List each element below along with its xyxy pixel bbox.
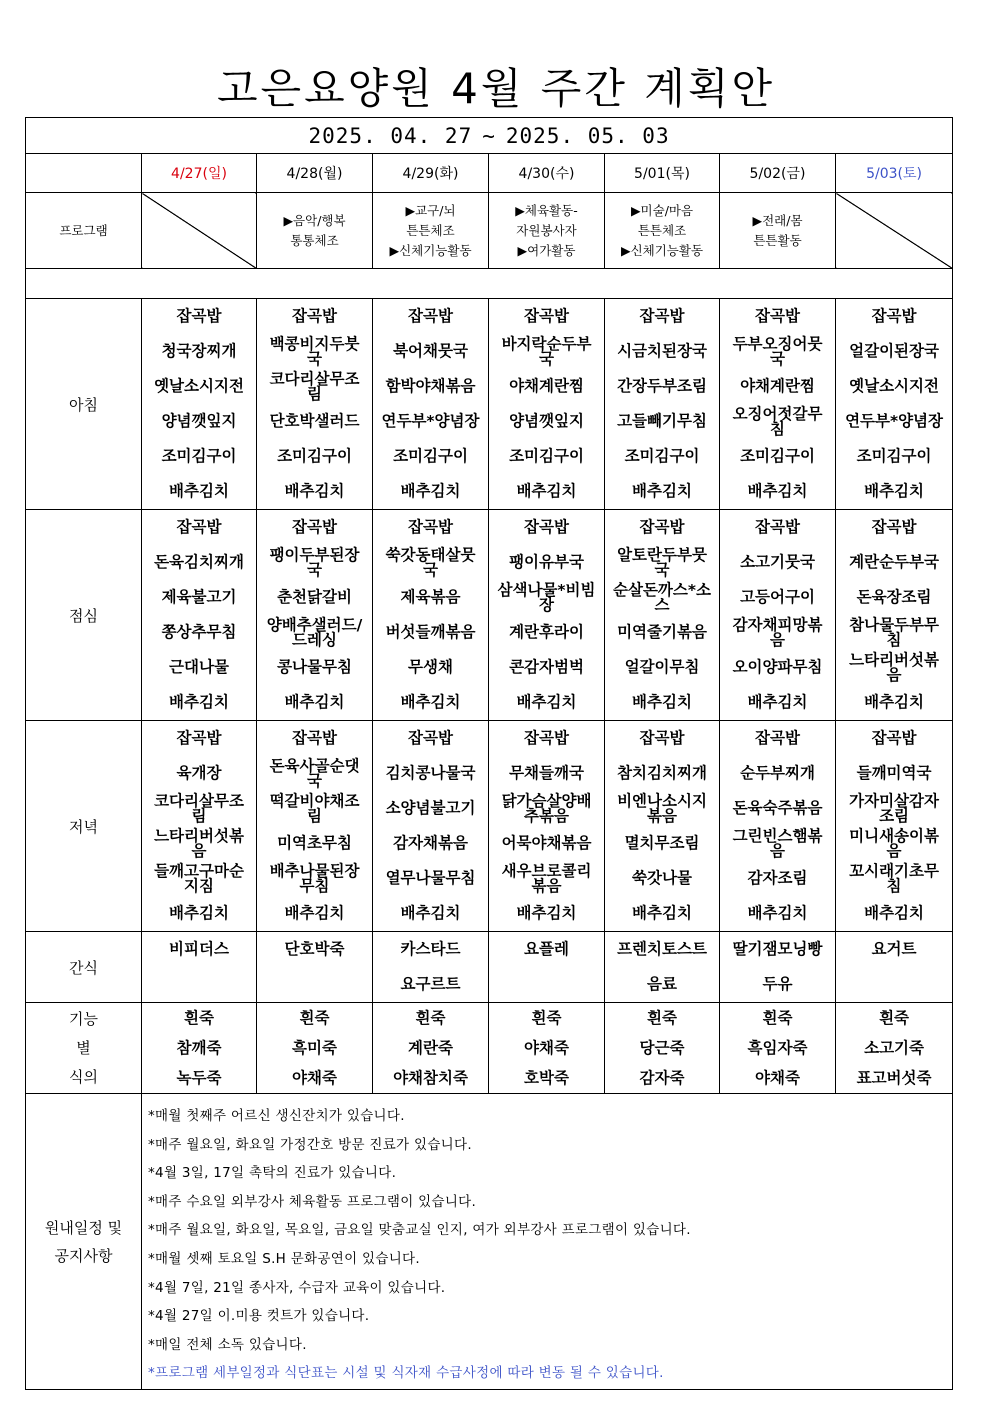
morning-label: 아침 (26, 299, 142, 510)
snack-row (26, 932, 953, 1003)
dinner-item: 잡곡밥 (524, 729, 569, 747)
snack-cell-wed (489, 932, 605, 1003)
lunch-items (373, 510, 488, 720)
lunch-item: 고등어구이 (740, 588, 815, 606)
morning-cell-sat (836, 299, 953, 510)
lunch-item: 양배추샐러드/드레싱 (266, 615, 363, 649)
snack-item (489, 967, 604, 1002)
morning-item: 조미김구이 (393, 447, 468, 465)
lunch-item: 버섯들깨볶음 (385, 623, 476, 641)
porridge-items (720, 1003, 835, 1093)
notice-item: *매월 셋째 토요일 S.H 문화공연이 있습니다. (148, 1250, 420, 1267)
morning-cell-wed (489, 299, 605, 510)
morning-item: 옛날소시지전 (154, 377, 244, 395)
morning-cell-mon (257, 299, 373, 510)
notice-item: *4월 3일, 17일 촉탁의 진료가 있습니다. (148, 1165, 397, 1182)
morning-item: 야채계란찜 (509, 377, 584, 395)
porridge-items (605, 1003, 719, 1093)
porridge-item: 흰죽 (184, 1008, 214, 1027)
day-header-row (26, 154, 953, 193)
program-label: 프로그램 (26, 193, 142, 269)
morning-item: 조미김구이 (509, 447, 584, 465)
morning-item: 조미김구이 (856, 447, 932, 465)
porridge-cell-wed (489, 1003, 605, 1094)
dinner-items (257, 721, 372, 931)
porridge-item: 호박죽 (524, 1068, 569, 1087)
notice-label (26, 1094, 142, 1390)
notice-label-line: 원내일정 및 (44, 1218, 123, 1237)
lunch-item: 콩나물무침 (277, 658, 352, 676)
program-line: ▶여가활동 (517, 242, 576, 258)
program-cell-tue (373, 193, 489, 269)
snack-label: 간식 (26, 932, 142, 1003)
porridge-item: 야채죽 (292, 1068, 337, 1087)
lunch-item: 잡곡밥 (755, 518, 800, 536)
lunch-item: 느타리버섯볶음 (849, 650, 939, 684)
snack-cell-sat (836, 932, 953, 1003)
dinner-cell-wed (489, 721, 605, 932)
lunch-item: 계란후라이 (509, 623, 584, 641)
lunch-item: 돈육장조림 (856, 588, 932, 606)
morning-item: 바지락순두부국 (501, 334, 592, 368)
snack-item: 요거트 (871, 940, 917, 958)
porridge-item: 야채죽 (524, 1038, 569, 1057)
morning-item: 잡곡밥 (292, 307, 337, 325)
program-cell-thu (605, 193, 720, 269)
porridge-cell-sun (142, 1003, 257, 1094)
porridge-cell-fri (720, 1003, 836, 1094)
day-header-wed: 4/30(수) (489, 154, 605, 193)
lunch-item: 계란순두부국 (849, 553, 939, 571)
porridge-item: 계란죽 (408, 1038, 453, 1057)
morning-item: 조미김구이 (740, 447, 815, 465)
lunch-cell-wed (489, 510, 605, 721)
date-end: 2025. 05. 03 (505, 123, 670, 148)
lunch-items (142, 510, 256, 720)
lunch-item: 제육볶음 (400, 588, 461, 606)
morning-item: 두부오징어뭇국 (732, 334, 823, 368)
dinner-item: 배추김치 (516, 904, 577, 922)
lunch-items (489, 510, 604, 720)
date-range-row (26, 118, 953, 154)
day-header-fri: 5/02(금) (720, 154, 836, 193)
morning-item: 잡곡밥 (871, 307, 917, 325)
snack-items (605, 932, 719, 1002)
porridge-items (836, 1003, 952, 1093)
lunch-item: 얼갈이무침 (624, 658, 700, 676)
snack-cell-thu (605, 932, 720, 1003)
morning-cell-fri (720, 299, 836, 510)
dinner-item: 배추김치 (632, 904, 692, 922)
spacer-cell (26, 269, 953, 299)
lunch-item: 소고기뭇국 (740, 553, 815, 571)
porridge-item: 흰죽 (531, 1008, 562, 1027)
snack-items (720, 932, 835, 1002)
weekly-plan-table (25, 117, 953, 1390)
morning-items (836, 299, 952, 509)
dinner-item: 어묵야채볶음 (501, 834, 592, 852)
snack-items (489, 932, 604, 1002)
dinner-item: 배추김치 (747, 904, 808, 922)
dinner-item: 배추김치 (400, 904, 461, 922)
lunch-item: 잡곡밥 (292, 518, 337, 536)
lunch-cell-thu (605, 510, 720, 721)
porridge-items (489, 1003, 604, 1093)
lunch-item: 배추김치 (284, 693, 345, 711)
dinner-item: 가자미살감자조림 (849, 791, 939, 825)
lunch-item: 쫑상추무침 (161, 623, 237, 641)
lunch-items (836, 510, 952, 720)
dinner-item: 열무나물무침 (385, 869, 476, 887)
morning-item: 잡곡밥 (408, 307, 453, 325)
dinner-item: 배추김치 (169, 904, 229, 922)
dinner-item: 무채들깨국 (509, 764, 584, 782)
dinner-item: 떡갈비야채조림 (269, 791, 360, 825)
dinner-cell-sat (836, 721, 953, 932)
lunch-items (720, 510, 835, 720)
snack-item: 단호박죽 (284, 940, 345, 958)
morning-item: 함박야채볶음 (385, 377, 476, 395)
morning-item: 배추김치 (169, 482, 229, 500)
dinner-item: 꼬시래기초무침 (849, 861, 939, 895)
program-row (26, 193, 953, 269)
porridge-label-line: 별 (76, 1038, 91, 1057)
morning-item: 단호박샐러드 (269, 412, 360, 430)
program-line: 통통체조 (290, 232, 339, 248)
notice-item: *매일 전체 소독 있습니다. (148, 1336, 307, 1353)
porridge-item: 당근죽 (639, 1038, 685, 1057)
dinner-item: 잡곡밥 (408, 729, 453, 747)
program-line: ▶전래/몸 (752, 212, 803, 228)
morning-item: 배추김치 (516, 482, 577, 500)
porridge-item: 녹두죽 (176, 1068, 222, 1087)
morning-item: 양념깻잎지 (161, 412, 237, 430)
morning-item: 배추김치 (864, 482, 924, 500)
program-line: 튼튼체조 (637, 222, 687, 238)
lunch-item: 잡곡밥 (871, 518, 917, 536)
notice-item: *매주 월요일, 화요일, 목요일, 금요일 맞춤교실 인지, 여가 외부강사 프로그램이 있습니다. (148, 1222, 691, 1239)
lunch-item: 돈육김치찌개 (154, 553, 244, 571)
snack-items (257, 932, 372, 1002)
morning-item: 야채계란찜 (740, 377, 815, 395)
lunch-item: 잡곡밥 (176, 518, 222, 536)
program-cell-sun (142, 193, 257, 269)
dinner-item: 미니새송이볶음 (849, 826, 939, 860)
snack-item: 요구르트 (400, 975, 461, 993)
morning-item: 북어채뭇국 (393, 342, 468, 360)
lunch-item: 팽이두부된장국 (269, 545, 360, 579)
porridge-row (26, 1003, 953, 1094)
lunch-item: 춘천닭갈비 (277, 588, 352, 606)
lunch-item: 배추김치 (400, 693, 461, 711)
dinner-item: 잡곡밥 (755, 729, 800, 747)
morning-item: 간장두부조림 (617, 377, 707, 395)
program-line: 튼튼활동 (753, 232, 802, 248)
dinner-item: 멸치무조림 (624, 834, 700, 852)
date-separator: ~ (482, 123, 496, 148)
porridge-item: 표고버섯죽 (856, 1068, 932, 1087)
porridge-item: 흰죽 (762, 1008, 793, 1027)
lunch-item: 잡곡밥 (639, 518, 685, 536)
lunch-item: 감자채피망볶음 (732, 615, 823, 649)
morning-item: 연두부*양념장 (845, 412, 944, 430)
lunch-cell-sat (836, 510, 953, 721)
porridge-item: 참깨죽 (176, 1038, 222, 1057)
dinner-items (836, 721, 952, 931)
program-cell-mon (257, 193, 373, 269)
lunch-item: 쑥갓동태살뭇국 (385, 545, 476, 579)
dinner-item: 감자채볶음 (393, 834, 468, 852)
porridge-label-line: 기능 (69, 1009, 98, 1028)
dinner-item: 배추김치 (864, 904, 924, 922)
program-line: ▶신체기능활동 (389, 242, 472, 258)
lunch-item: 콘감자범벅 (509, 658, 584, 676)
porridge-cell-tue (373, 1003, 489, 1094)
lunch-item: 알토란두부뭇국 (617, 545, 707, 579)
program-line: 자원봉사자 (516, 222, 577, 238)
snack-cell-tue (373, 932, 489, 1003)
snack-item: 요플레 (524, 940, 569, 958)
morning-row (26, 299, 953, 510)
program-line: ▶교구/뇌 (405, 202, 456, 218)
day-header-thu: 5/01(목) (605, 154, 720, 193)
porridge-label-line: 식의 (69, 1067, 98, 1086)
porridge-cell-mon (257, 1003, 373, 1094)
morning-item: 옛날소시지전 (849, 377, 939, 395)
notice-item: *4월 7일, 21일 종사자, 수급자 교육이 있습니다. (148, 1279, 446, 1296)
porridge-item: 흰죽 (647, 1008, 677, 1027)
program-line: ▶미술/마음 (630, 202, 694, 218)
snack-item: 음료 (647, 975, 677, 993)
morning-item: 조미김구이 (277, 447, 352, 465)
dinner-items (373, 721, 488, 931)
dinner-cell-thu (605, 721, 720, 932)
lunch-cell-sun (142, 510, 257, 721)
dinner-item: 돈육숙주볶음 (732, 799, 823, 817)
dinner-item: 들깨미역국 (856, 764, 932, 782)
morning-item: 잡곡밥 (524, 307, 569, 325)
porridge-item: 감자죽 (639, 1068, 685, 1087)
dinner-item: 잡곡밥 (176, 729, 222, 747)
dinner-row (26, 721, 953, 932)
porridge-item: 흑미죽 (292, 1038, 337, 1057)
lunch-items (605, 510, 719, 720)
lunch-row (26, 510, 953, 721)
morning-item: 얼갈이된장국 (849, 342, 939, 360)
dinner-item: 새우브로콜리볶음 (501, 861, 592, 895)
morning-item: 배추김치 (284, 482, 345, 500)
lunch-item: 배추김치 (747, 693, 808, 711)
dinner-item: 순두부찌개 (740, 764, 815, 782)
notice-item: *4월 27일 이.미용 컷트가 있습니다. (148, 1308, 370, 1325)
porridge-items (373, 1003, 488, 1093)
morning-item: 조미김구이 (624, 447, 700, 465)
dinner-item: 미역초무침 (277, 834, 352, 852)
program-cell-sat (836, 193, 953, 269)
dinner-items (720, 721, 835, 931)
lunch-item: 근대나물 (169, 658, 229, 676)
morning-cell-sun (142, 299, 257, 510)
day-header-mon: 4/28(월) (257, 154, 373, 193)
dinner-item: 잡곡밥 (871, 729, 917, 747)
lunch-cell-mon (257, 510, 373, 721)
lunch-item: 삼색나물*비빔장 (497, 580, 596, 614)
notice-label-line: 공지사항 (54, 1246, 113, 1265)
day-header-sun: 4/27(일) (142, 154, 257, 193)
program-line: ▶신체기능활동 (620, 242, 704, 258)
snack-cell-sun (142, 932, 257, 1003)
dinner-item: 잡곡밥 (639, 729, 685, 747)
morning-items (373, 299, 488, 509)
morning-item: 잡곡밥 (639, 307, 685, 325)
dinner-item: 들깨고구마순지짐 (154, 861, 244, 895)
morning-items (257, 299, 372, 509)
porridge-item: 흰죽 (299, 1008, 330, 1027)
dinner-items (142, 721, 256, 931)
snack-cell-mon (257, 932, 373, 1003)
snack-items (836, 932, 952, 1002)
program-line: ▶음악/행복 (283, 212, 346, 228)
morning-item: 배추김치 (400, 482, 461, 500)
morning-item: 고들빼기무침 (617, 412, 707, 430)
program-cell-wed (489, 193, 605, 269)
dinner-cell-tue (373, 721, 489, 932)
lunch-item: 배추김치 (864, 693, 924, 711)
dinner-item: 김치콩나물국 (385, 764, 476, 782)
morning-item: 시금치된장국 (617, 342, 707, 360)
morning-item: 오징어젓갈무침 (732, 404, 823, 438)
date-range (26, 118, 953, 154)
dinner-item: 닭가슴살양배추볶음 (501, 791, 592, 825)
dinner-items (605, 721, 719, 931)
dinner-item: 육개장 (176, 764, 222, 782)
dinner-cell-sun (142, 721, 257, 932)
page-title: 고은요양원 4월 주간 계획안 (216, 64, 776, 113)
porridge-item: 흰죽 (415, 1008, 446, 1027)
morning-items (142, 299, 256, 509)
lunch-cell-tue (373, 510, 489, 721)
morning-cell-thu (605, 299, 720, 510)
dinner-item: 배추나물된장무침 (269, 861, 360, 895)
snack-item: 카스타드 (400, 940, 461, 958)
morning-items (720, 299, 835, 509)
snack-item (836, 967, 952, 1002)
day-header-sat: 5/03(토) (836, 154, 953, 193)
dinner-item: 감자조림 (747, 869, 808, 887)
snack-item (257, 967, 372, 1002)
morning-item: 코다리살무조림 (269, 369, 360, 403)
notice-row (26, 1094, 953, 1390)
lunch-item: 배추김치 (632, 693, 692, 711)
notice-item: *매주 수요일 외부강사 체육활동 프로그램이 있습니다. (148, 1193, 477, 1210)
snack-item: 프렌치토스트 (617, 940, 707, 958)
lunch-item: 배추김치 (169, 693, 229, 711)
dinner-cell-mon (257, 721, 373, 932)
porridge-cell-thu (605, 1003, 720, 1094)
snack-item: 딸기잼모닝빵 (732, 940, 823, 958)
porridge-item: 흰죽 (879, 1008, 910, 1027)
dinner-item: 돈육사골순댓국 (269, 756, 360, 790)
dinner-item: 참치김치찌개 (617, 764, 707, 782)
porridge-item: 야채참치죽 (393, 1068, 468, 1087)
lunch-item: 참나물두부무침 (849, 615, 939, 649)
program-cell-fri (720, 193, 836, 269)
lunch-cell-fri (720, 510, 836, 721)
program-line: 튼튼체조 (406, 222, 455, 238)
morning-item: 배추김치 (632, 482, 692, 500)
program-line: ▶체육활동- (515, 202, 578, 218)
dinner-item: 코다리살무조림 (154, 791, 244, 825)
day-header-tue: 4/29(화) (373, 154, 489, 193)
morning-item: 잡곡밥 (755, 307, 800, 325)
morning-item: 배추김치 (747, 482, 808, 500)
lunch-item: 팽이유부국 (509, 553, 584, 571)
notice-list (142, 1094, 953, 1390)
lunch-item: 미역줄기볶음 (617, 623, 707, 641)
porridge-item: 야채죽 (755, 1068, 800, 1087)
dinner-item: 느타리버섯볶음 (154, 826, 244, 860)
snack-item (142, 967, 256, 1002)
snack-item: 비피더스 (169, 940, 229, 958)
dinner-item: 배추김치 (284, 904, 345, 922)
notice-item: *매월 첫째주 어르신 생신잔치가 있습니다. (148, 1108, 405, 1124)
dinner-item: 비엔나소시지볶음 (617, 791, 707, 825)
corner-cell (26, 154, 142, 193)
snack-item: 두유 (762, 975, 793, 993)
notice-item: *매주 월요일, 화요일 가정간호 방문 진료가 있습니다. (148, 1136, 472, 1153)
notice-highlight: *프로그램 세부일정과 식단표는 시설 및 식자재 수급사정에 따라 변동 될 수 있습니다. (148, 1365, 664, 1382)
morning-item: 백콩비지두붓국 (269, 334, 360, 368)
dinner-cell-fri (720, 721, 836, 932)
morning-cell-tue (373, 299, 489, 510)
snack-items (142, 932, 256, 1002)
lunch-items (257, 510, 372, 720)
lunch-item: 순살돈까스*소스 (613, 580, 711, 614)
lunch-item: 잡곡밥 (524, 518, 569, 536)
snack-items (373, 932, 488, 1002)
porridge-item: 흑임자죽 (747, 1038, 808, 1057)
porridge-label (26, 1003, 142, 1094)
date-start: 2025. 04. 27 (308, 123, 473, 148)
morning-items (489, 299, 604, 509)
spacer-row (26, 269, 953, 299)
lunch-item: 배추김치 (516, 693, 577, 711)
snack-cell-fri (720, 932, 836, 1003)
morning-item: 조미김구이 (161, 447, 237, 465)
porridge-cell-sat (836, 1003, 953, 1094)
dinner-item: 소양념불고기 (385, 799, 476, 817)
dinner-item: 쑥갓나물 (632, 869, 692, 887)
porridge-items (142, 1003, 256, 1093)
lunch-item: 무생채 (408, 658, 453, 676)
lunch-label: 점심 (26, 510, 142, 721)
morning-item: 잡곡밥 (176, 307, 222, 325)
morning-item: 연두부*양념장 (381, 412, 480, 430)
dinner-items (489, 721, 604, 931)
porridge-item: 소고기죽 (864, 1038, 924, 1057)
lunch-item: 잡곡밥 (408, 518, 453, 536)
dinner-item: 잡곡밥 (292, 729, 337, 747)
lunch-item: 오이양파무침 (732, 658, 823, 676)
morning-items (605, 299, 719, 509)
morning-item: 청국장찌개 (161, 342, 237, 360)
dinner-label: 저녁 (26, 721, 142, 932)
morning-item: 양념깻잎지 (509, 412, 584, 430)
lunch-item: 제육불고기 (161, 588, 237, 606)
dinner-item: 그린빈스햄볶음 (732, 826, 823, 860)
porridge-items (257, 1003, 372, 1093)
